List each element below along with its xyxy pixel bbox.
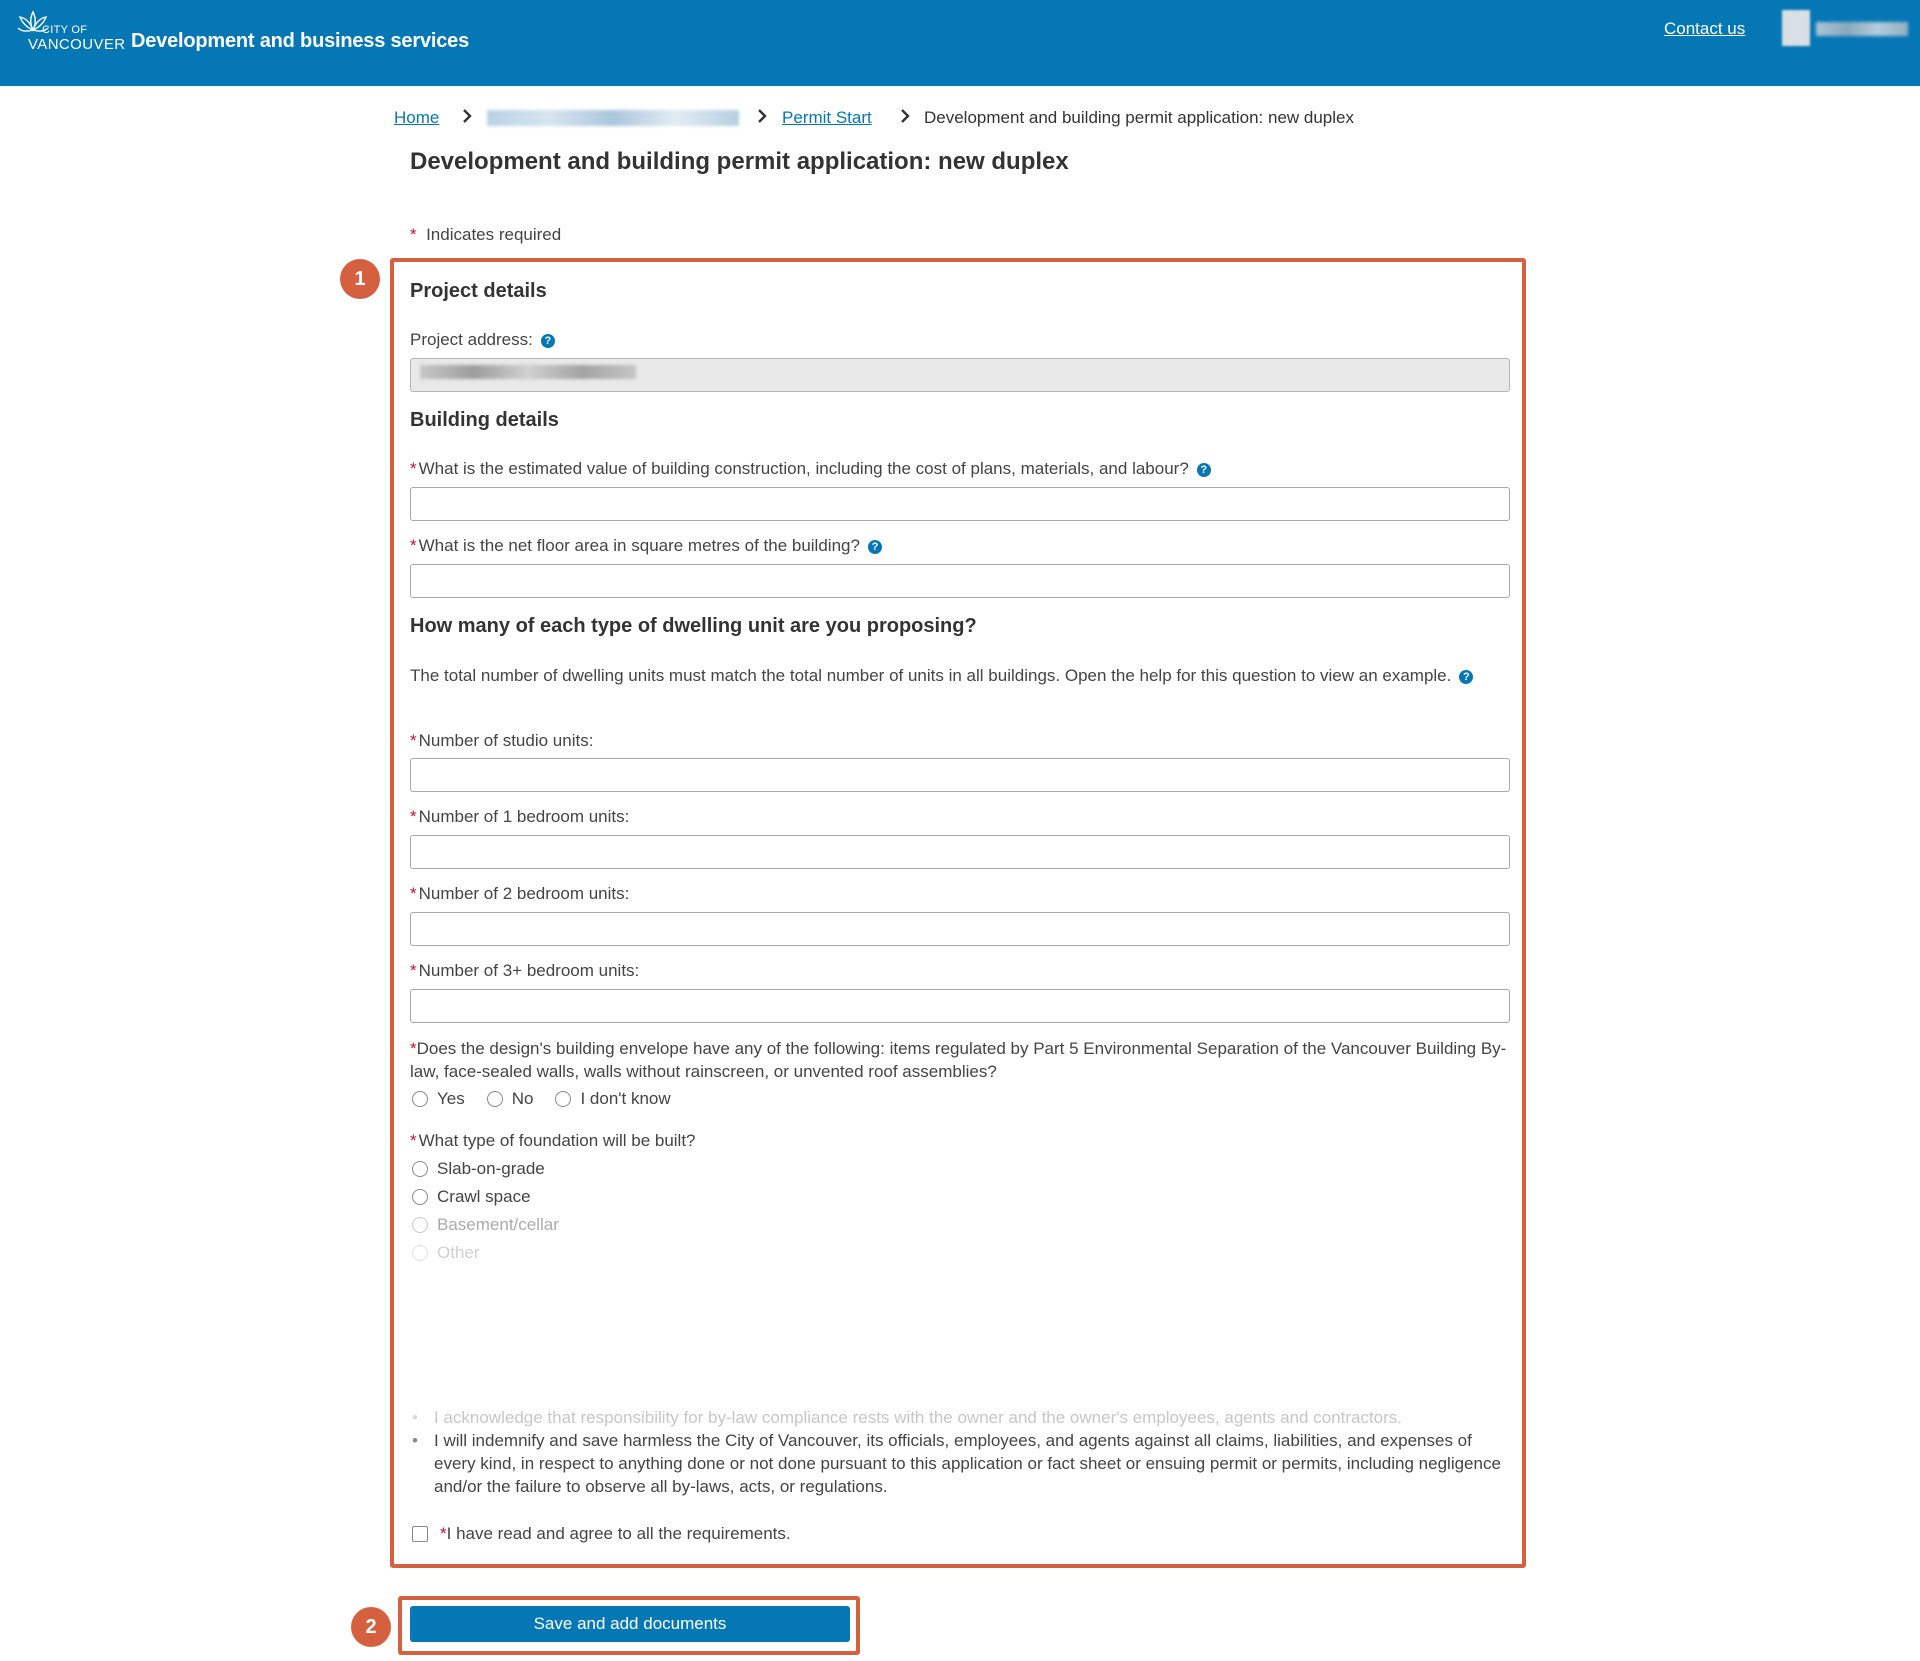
user-name-redacted[interactable] [1816,22,1908,36]
project-address-redacted [420,365,636,379]
radio-button[interactable] [412,1245,428,1261]
required-asterisk: * [410,459,417,478]
help-icon[interactable]: ? [1459,670,1473,684]
agree-label: I have read and agree to all the requirements. [446,1524,791,1543]
foundation-option-other[interactable] [412,1243,480,1263]
callout-badge-1: 1 [340,259,380,299]
two-bedroom-units-label-text: Number of 2 bedroom units: [418,884,630,903]
foundation-question-text: What type of foundation will be built? [418,1131,696,1150]
required-note [410,225,561,245]
callout-badge-2: 2 [351,1607,391,1647]
breadcrumb-current: Development and building permit application: new duplex [924,108,1354,127]
breadcrumb-permit-start[interactable]: Permit Start [782,108,872,127]
help-icon[interactable]: ? [1197,463,1211,477]
three-plus-bedroom-units-label-text: Number of 3+ bedroom units: [418,961,640,980]
agree-requirements-row[interactable] [412,1524,791,1544]
two-bedroom-units-label [410,884,629,904]
required-asterisk: * [410,807,417,826]
studio-units-label-text: Number of studio units: [418,731,594,750]
help-icon[interactable]: ? [868,540,882,554]
construction-value-input[interactable] [410,487,1510,521]
chevron-right-icon [900,108,910,124]
required-asterisk: * [410,884,417,903]
radio-button[interactable] [412,1217,428,1233]
logo-vancouver: VANCOUVER [28,36,126,53]
project-address-label [410,330,555,350]
required-asterisk: * [410,1039,417,1058]
three-plus-bedroom-units-label [410,961,639,981]
required-asterisk: * [410,1131,417,1150]
three-plus-bedroom-units-input[interactable] [410,989,1510,1023]
envelope-option-yes[interactable] [412,1089,465,1109]
radio-button[interactable] [412,1189,428,1205]
help-icon[interactable]: ? [541,334,555,348]
envelope-question [410,1037,1510,1083]
option-label: Crawl space [437,1187,531,1206]
option-label: Basement/cellar [437,1215,559,1234]
envelope-option-no[interactable] [487,1089,534,1109]
required-asterisk: * [440,1524,447,1543]
chevron-right-icon [757,108,767,124]
contact-us-link[interactable]: Contact us [1664,19,1746,38]
project-address-label-text: Project address: [410,330,533,349]
user-avatar[interactable] [1782,10,1810,46]
dwelling-units-intro [410,664,1510,687]
option-label: I don't know [580,1089,671,1108]
radio-button[interactable] [555,1091,571,1107]
required-asterisk: * [410,536,417,555]
radio-button[interactable] [412,1161,428,1177]
required-note-text: Indicates required [426,225,562,244]
required-asterisk: * [410,731,417,750]
page-title: Development and building permit application: new duplex [410,148,1069,175]
one-bedroom-units-label-text: Number of 1 bedroom units: [418,807,630,826]
construction-value-label [410,459,1211,479]
building-details-heading: Building details [410,409,559,431]
site-header [0,0,1920,86]
city-of-vancouver-logo[interactable] [14,8,126,54]
requirement-item: • I acknowledge that responsibility for by-law compliance rests with the owner and the owner's employees, agents and contractors. [410,1406,1510,1429]
required-asterisk: * [410,225,417,244]
dwelling-units-intro-text: The total number of dwelling units must match the total number of units in all buildings. Open the help for this question to view an example. [410,666,1452,685]
one-bedroom-units-input[interactable] [410,835,1510,869]
foundation-option-basement[interactable] [412,1215,559,1235]
option-label: No [511,1089,534,1108]
foundation-question [410,1131,696,1151]
breadcrumb-project-redacted[interactable] [487,110,739,126]
envelope-question-text: Does the design's building envelope have any of the following: items regulated by Part 5 Environmental Separation of the Vancouver Building By-law, face-sealed walls, walls without rainscreen, or unvented roof assemblies? [410,1039,1507,1081]
dwelling-units-heading: How many of each type of dwelling unit are you proposing? [410,615,977,637]
floor-area-input[interactable] [410,564,1510,598]
save-and-add-documents-button[interactable]: Save and add documents [410,1606,850,1642]
foundation-option-crawl-space[interactable] [412,1187,531,1207]
option-label: Slab-on-grade [437,1159,545,1178]
foundation-option-slab[interactable] [412,1159,545,1179]
studio-units-input[interactable] [410,758,1510,792]
required-asterisk: * [410,961,417,980]
option-label: Yes [437,1089,465,1108]
radio-button[interactable] [487,1091,503,1107]
envelope-radio-group [412,1089,693,1109]
agree-checkbox[interactable] [412,1526,428,1542]
two-bedroom-units-input[interactable] [410,912,1510,946]
envelope-option-dont-know[interactable] [555,1089,670,1109]
studio-units-label [410,731,593,751]
breadcrumb-home[interactable]: Home [394,108,440,127]
floor-area-label-text: What is the net floor area in square metres of the building? [418,536,860,555]
requirements-list [410,1406,1510,1498]
site-title[interactable]: Development and business services [131,30,469,52]
requirement-item: • I will indemnify and save harmless the City of Vancouver, its officials, employees, and agents against all claims, liabilities, and expenses of every kind, in respect to anything done or not done pursuant to this application or fact sheet or ensuing permit or permits, including negligence and/or the failure to observe all by-laws, acts, or regulations. [410,1429,1510,1498]
project-details-heading: Project details [410,280,547,302]
one-bedroom-units-label [410,807,629,827]
radio-button[interactable] [412,1091,428,1107]
construction-value-label-text: What is the estimated value of building construction, including the cost of plans, materials, and labour? [418,459,1189,478]
option-label: Other [437,1243,480,1262]
chevron-right-icon [462,108,472,124]
floor-area-label [410,536,882,556]
logo-city-of: CITY OF [42,24,88,36]
